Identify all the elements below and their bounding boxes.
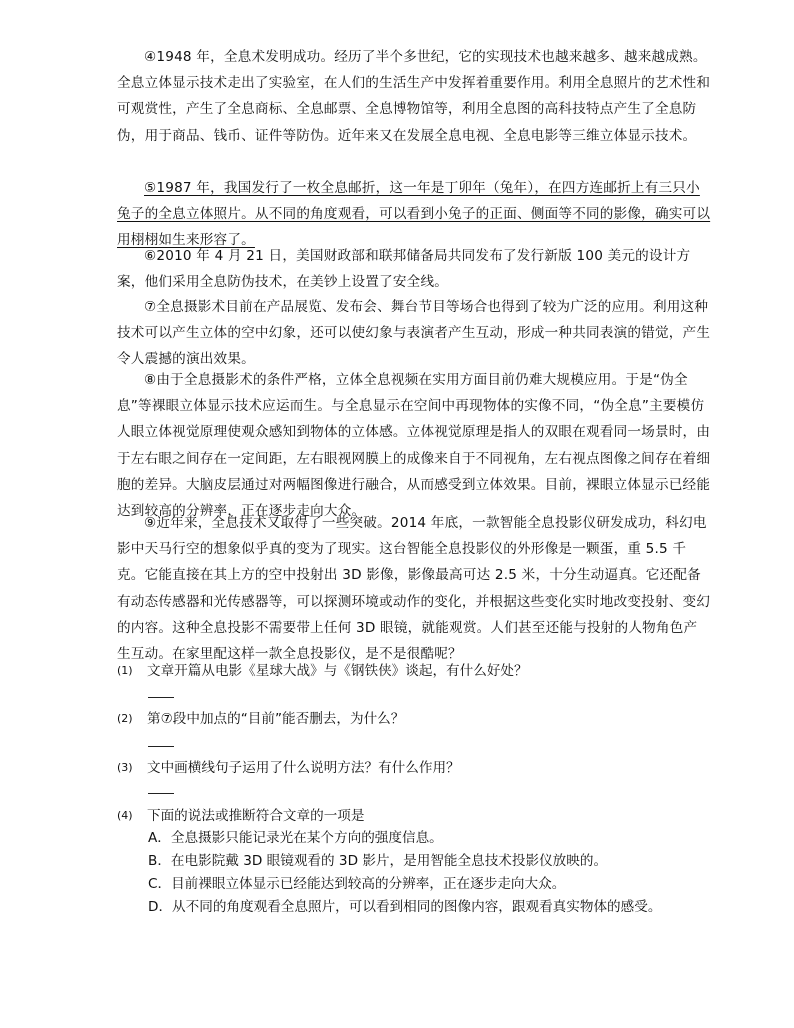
paragraph-4: ④1948 年，全息术发明成功。经历了半个多世纪，它的实现技术也越来越多、越来越成熟。全息立体显示技术走出了实验室，在人们的生活生产中发挥着重要作用。利用全息照片的艺术性和可观赏性，产生了全息商标、全息邮票、全息博物馆等，利用全息图的高科技特点产生了全息防伪，用于商品、钱币、证件等防伪。近年来又在发展全息电视、全息电影等三维立体显示技术。 <box>117 49 711 144</box>
paragraph-9: ⑨近年来，全息技术又取得了一些突破。2014 年底，一款智能全息投影仪研发成功，科幻电影中天马行空的想象似乎真的变为了现实。这台智能全息投影仪的外形像是一颗蛋，重 5.5 千克。它能直接在其上方的空中投射出 3D 影像，影像最高可达 2.5 米，十分生动逼真。它还配备有动态传感器和光传感器等，可以探测环境或动作的变化，并根据这些变化实时地改变投射、变幻的内容。这种全息投影不需要带上任何 3D 眼镜，就能观赏。人们甚至还能与投射的人物角色产生互动。在家里配这样一款全息投影仪，是不是很酷呢？ <box>117 515 711 663</box>
paragraph-6: ⑥2010 年 4 月 21 日，美国财政部和联邦储备局共同发布了发行新版 100 美元的设计方案，他们采用全息防伪技术，在美钞上设置了安全线。 <box>117 248 691 291</box>
option-a[interactable]: A．全息摄影只能记录光在某个方向的强度信息。 <box>148 830 443 846</box>
question-text: 第⑦段中加点的“目前”能否删去，为什么？ <box>147 711 405 727</box>
question-number: (3) <box>117 761 133 774</box>
paragraph-8: ⑧由于全息摄影术的条件严格，立体全息视频在实用方面目前仍难大规模应用。于是“伪全息”等裸眼立体显示技术应运而生。与全息显示在空间中再现物体的实像不同，“伪全息”主要模仿人眼立体视觉原理使观众感知到物体的立体感。立体视觉原理是指人的双眼在观看同一场景时，由于左右眼之间存在一定间距，左右眼视网膜上的成像来自于不同视角，左右视点图像之间存在着细胞的差异。大脑皮层通过对两幅图像进行融合，从而感受到立体效果。目前，裸眼立体显示已经能达到较高的分辨率，正在逐步走向大众。 <box>117 372 711 520</box>
question-number: (4) <box>117 809 133 822</box>
question-text: 文中画横线句子运用了什么说明方法？有什么作用？ <box>147 760 460 776</box>
paragraph-7: ⑦全息摄影术目前在产品展览、发布会、舞台节目等场合也得到了较为广泛的应用。利用这种技术可以产生立体的空中幻象，还可以使幻象与表演者产生互动，形成一种共同表演的错觉，产生令人震撼的演出效果。 <box>117 299 711 368</box>
option-c[interactable]: C．目前裸眼立体显示已经能达到较高的分辨率，正在逐步走向大众。 <box>148 876 566 892</box>
option-b[interactable]: B．在电影院戴 3D 眼镜观看的 3D 影片，是用智能全息技术投影仪放映的。 <box>148 853 608 869</box>
answer-blank-3[interactable] <box>148 793 174 794</box>
option-d[interactable]: D．从不同的角度观看全息照片，可以看到相同的图像内容，跟观看真实物体的感受。 <box>148 899 662 915</box>
question-number: (2) <box>117 712 133 725</box>
underlined-sentence: ⑤1987 年，我国发行了一枚全息邮折，这一年是丁卯年（兔年），在四方连邮折上有三只小兔子的全息立体照片。从不同的角度观看，可以看到小兔子的正面、侧面等不同的影像，确实可以用栩栩如生来形容了。 <box>117 180 711 249</box>
question-number: (1) <box>117 664 133 677</box>
answer-blank-2[interactable] <box>148 746 174 747</box>
paragraph-5 <box>117 175 711 254</box>
question-text: 下面的说法或推断符合文章的一项是 <box>147 808 365 824</box>
answer-blank-1[interactable] <box>148 697 174 698</box>
question-text: 文章开篇从电影《星球大战》与《钢铁侠》谈起，有什么好处？ <box>147 663 528 679</box>
